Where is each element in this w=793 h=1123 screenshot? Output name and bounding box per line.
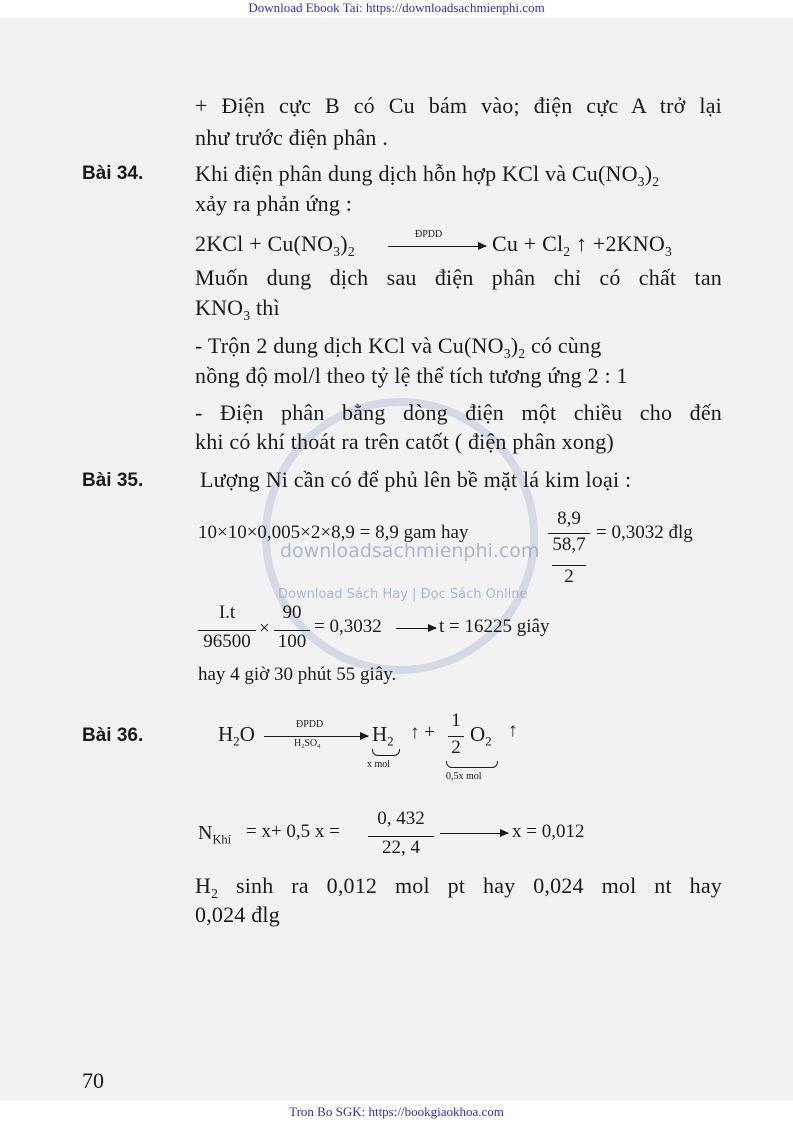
reaction-arrow: [388, 246, 486, 247]
o2-brace: [446, 761, 498, 768]
n-arrow: [440, 833, 508, 834]
bai35-fraction-den-den: 2: [552, 565, 586, 588]
intro-line-2: như trước điện phân .: [195, 125, 389, 150]
bai35-eq2: = 0,3032: [314, 616, 382, 637]
intro-line-1: + Điện cực B có Cu bám vào; điện cực A trở lại: [195, 93, 722, 118]
bai35-f2-num: I.t: [218, 602, 236, 623]
bai35-fraction-num: 8,9: [557, 508, 581, 529]
bai35-f2-den: 96500: [198, 630, 256, 653]
arrow-bottom-label: $H_2SO_4$: [294, 738, 321, 751]
h2-brace: [372, 749, 400, 756]
electrolysis-arrow: [264, 736, 368, 737]
bai34-arrow-label: ĐPDD: [415, 229, 443, 240]
oxygen-formula: $O_2$: [470, 722, 492, 749]
bai34-line-2: xảy ra phản ứng :: [195, 191, 353, 216]
bai35-line-1: Lượng Ni cần có để phủ lên bề mặt lá kim loại :: [200, 467, 632, 492]
watermark-site: downloadsachmienphi.com: [280, 540, 540, 562]
bai34-line-8: khi có khí thoát ra trên catốt ( điện phân xong): [195, 429, 614, 454]
bai36-line-2: 0,024 đlg: [195, 902, 280, 927]
bai34-line-3: Muốn dung dịch sau điện phân chỉ có chất tan: [195, 265, 722, 290]
bai34-equation-left: $2KCl + Cu(NO_3)_2$: [195, 231, 355, 259]
download-footer[interactable]: Tron Bo SGK: https://bookgiaokhoa.com: [0, 1101, 793, 1121]
times-sign: ×: [259, 618, 270, 639]
bai34-line-4: $KNO_3$ thì: [195, 295, 280, 323]
exercise-35-label: Bài 35.: [82, 470, 144, 491]
page-number: 70: [82, 1068, 104, 1093]
bai35-calc: 10×10×0,005×2×8,9 = 8,9 gam hay: [198, 522, 469, 543]
download-header[interactable]: Download Ebook Tai: https://downloadsachmienphi.com: [0, 0, 793, 18]
bai34-line-6: nồng độ mol/l theo tỷ lệ thể tích tương ứng 2 : 1: [195, 363, 628, 388]
plus-sign: ↑ +: [410, 722, 435, 743]
bai35-line-end: hay 4 giờ 30 phút 55 giây.: [198, 664, 397, 685]
water-formula: $H_2O$: [218, 722, 255, 749]
hydrogen-formula: $H_2$: [372, 722, 394, 749]
result-arrow: [396, 628, 436, 629]
bai34-line-1: Khi điện phân dung dịch hỗn hợp KCl và $Cu(NO_3)_2$: [195, 161, 660, 189]
bai35-f3-num: 90: [282, 602, 302, 623]
arrow-top-label: ĐPDD: [296, 719, 324, 730]
exercise-34-label: Bài 34.: [82, 163, 144, 184]
half-den: 2: [448, 736, 464, 759]
half-num: 1: [451, 710, 461, 731]
bai34-line-7: - Điện phân bằng dòng điện một chiều cho đến: [195, 400, 722, 425]
bai35-fraction-den: 58,7: [548, 533, 590, 556]
n-khi: $N_{Khí}$: [198, 822, 232, 847]
exercise-36-label: Bài 36.: [82, 725, 144, 746]
n-fraction-den: 22, 4: [368, 836, 434, 859]
bai35-f3-den: 100: [274, 630, 310, 653]
up-arrow: ↑: [508, 720, 518, 741]
n-equation: = x+ 0,5 x =: [246, 821, 340, 842]
bai34-equation-right: $Cu + Cl_2$ ↑ $+2KNO_3$: [492, 231, 672, 259]
bai35-result: = 0,3032 đlg: [596, 522, 693, 543]
watermark-tagline: Download Sách Hay | Đọc Sách Online: [278, 587, 528, 602]
o2-moles: 0,5x mol: [446, 771, 482, 782]
bai35-eq2-result: t = 16225 giây: [439, 616, 550, 637]
bai34-line-5: - Trộn 2 dung dịch KCl và $Cu(NO_3)_2$ có cùng: [195, 333, 602, 361]
bai36-line-1: $H_2$ sinh ra 0,012 mol pt hay 0,024 mol nt hay: [195, 873, 722, 901]
n-result: x = 0,012: [512, 821, 585, 842]
n-fraction-num: 0, 432: [377, 808, 425, 829]
h2-moles: x mol: [367, 759, 391, 770]
